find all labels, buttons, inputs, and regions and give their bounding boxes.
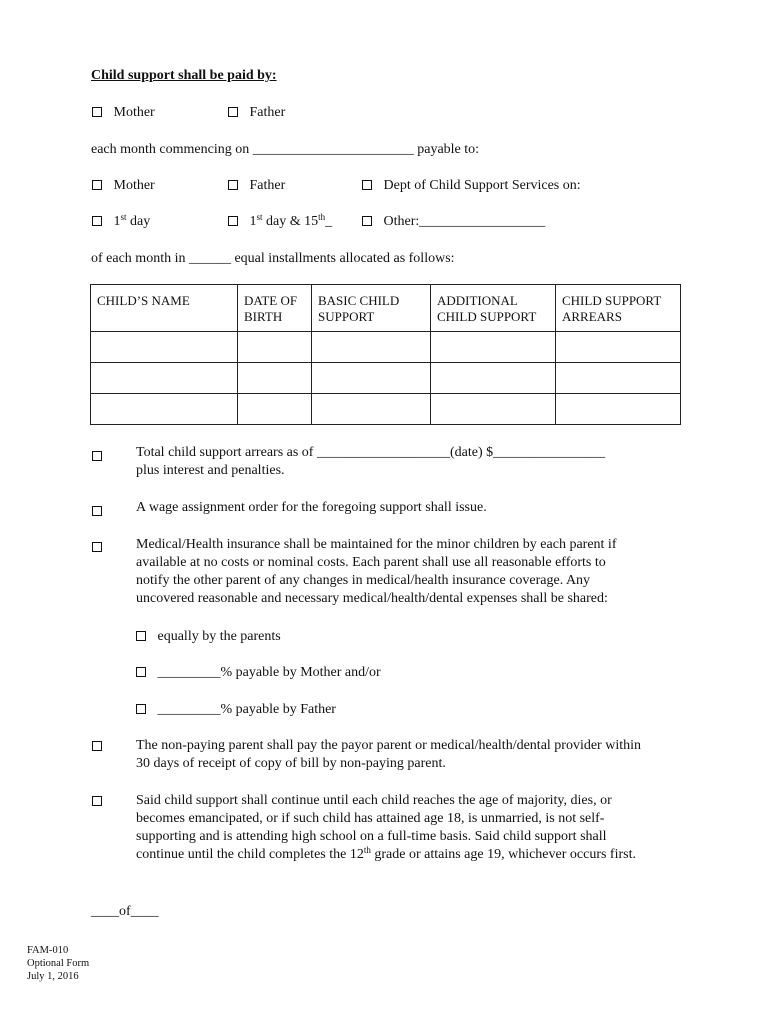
medical-father-field[interactable]: _________% payable by Father (157, 702, 336, 717)
column-header: BASIC CHILD SUPPORT (312, 285, 431, 332)
column-header: CHILD SUPPORT ARREARS (556, 285, 681, 332)
wage-assignment-checkbox[interactable] (92, 506, 102, 516)
payee-mother-option[interactable] (92, 177, 155, 195)
table-cell[interactable] (238, 394, 312, 425)
column-header: DATE OF BIRTH (238, 285, 312, 332)
continuation-checkbox[interactable] (92, 796, 102, 806)
footer-form-number: FAM-010 (27, 945, 69, 956)
table-cell[interactable] (431, 394, 556, 425)
commencing-line (91, 141, 479, 159)
medical-equal-label: equally by the parents (157, 629, 281, 644)
table-cell[interactable] (556, 394, 681, 425)
wage-assignment-text: A wage assignment order for the foregoing support shall issue. (136, 500, 487, 515)
due-first-fifteenth-checkbox[interactable] (228, 216, 238, 226)
commencing-suffix: payable to: (417, 142, 480, 157)
table-cell[interactable] (91, 332, 238, 363)
medical-paragraph (136, 536, 696, 608)
arrears-line-2: plus interest and penalties. (136, 463, 285, 478)
column-header: ADDITIONAL CHILD SUPPORT (431, 285, 556, 332)
table-cell[interactable] (238, 332, 312, 363)
footer-form-date: July 1, 2016 (27, 971, 79, 982)
payee-father-checkbox[interactable] (228, 180, 238, 190)
column-header: CHILD’S NAME (91, 285, 238, 332)
page-number-field[interactable]: ____of____ (91, 904, 159, 919)
child-support-table (90, 284, 681, 425)
due-other-checkbox[interactable] (362, 216, 372, 226)
section-heading: Child support shall be paid by: (91, 68, 277, 83)
continuation-line-2: becomes emancipated, or if such child has attained age 18, is unmarried, is not self- (136, 811, 605, 826)
medical-checkbox[interactable] (92, 542, 102, 552)
medical-line-2: available at no costs or nominal costs. Each parent shall use all reasonable efforts to (136, 555, 606, 570)
medical-mother-checkbox[interactable] (136, 667, 146, 677)
payer-mother-label: Mother (113, 105, 155, 120)
nonpaying-line-2: 30 days of receipt of copy of bill by non-paying parent. (136, 756, 446, 771)
medical-mother-option[interactable] (136, 664, 381, 682)
medical-father-option[interactable] (136, 701, 336, 719)
table-cell[interactable] (91, 394, 238, 425)
payer-mother-checkbox[interactable] (92, 107, 102, 117)
table-cell[interactable] (431, 332, 556, 363)
due-first-day-checkbox[interactable] (92, 216, 102, 226)
table-row (91, 394, 681, 425)
table-row (91, 332, 681, 363)
nonpaying-line-1: The non-paying parent shall pay the payor parent or medical/health/dental provider within (136, 738, 641, 753)
table-header-row (91, 285, 681, 332)
continuation-line-4: continue until the child completes the 12th grade or attains age 19, whichever occurs first. (136, 845, 636, 862)
medical-line-3: notify the other parent of any changes in medical/health insurance coverage. Any (136, 573, 591, 588)
medical-equal-option[interactable] (136, 628, 281, 646)
arrears-checkbox[interactable] (92, 451, 102, 461)
commencing-date-field[interactable]: _______________________ (252, 142, 414, 157)
arrears-line-1[interactable]: Total child support arrears as of ___________________(date) $________________ (136, 445, 606, 460)
payee-mother-checkbox[interactable] (92, 180, 102, 190)
table-cell[interactable] (312, 363, 431, 394)
table-cell[interactable] (91, 363, 238, 394)
arrears-paragraph (136, 444, 696, 480)
medical-line-4: uncovered reasonable and necessary medical/health/dental expenses shall be shared: (136, 591, 608, 606)
medical-mother-field[interactable]: _________% payable by Mother and/or (157, 665, 381, 680)
medical-equal-checkbox[interactable] (136, 631, 146, 641)
table-cell[interactable] (312, 332, 431, 363)
installments-line: of each month in ______ equal installments allocated as follows: (91, 251, 455, 266)
table-cell[interactable] (556, 363, 681, 394)
footer-form-type: Optional Form (27, 958, 90, 969)
payee-father-option[interactable] (228, 177, 285, 195)
table-cell[interactable] (312, 394, 431, 425)
continuation-line-3: supporting and is attending high school on a full-time basis. Said child support shall (136, 829, 607, 844)
due-first-fifteenth-label: 1st day & 15th_ (249, 212, 333, 229)
due-first-fifteenth-option[interactable] (228, 213, 332, 231)
continuation-line-1: Said child support shall continue until each child reaches the age of majority, dies, or (136, 793, 612, 808)
payee-dcss-option[interactable] (362, 177, 581, 195)
table-cell[interactable] (431, 363, 556, 394)
form-footer (27, 944, 89, 983)
payee-dcss-label: Dept of Child Support Services on: (383, 178, 581, 193)
payer-mother-option[interactable] (92, 104, 155, 122)
due-other-field[interactable]: Other:__________________ (383, 214, 546, 229)
payer-father-option[interactable] (228, 104, 285, 122)
medical-father-checkbox[interactable] (136, 704, 146, 714)
payee-father-label: Father (249, 178, 286, 193)
due-other-option[interactable] (362, 213, 545, 231)
payer-father-label: Father (249, 105, 286, 120)
nonpaying-checkbox[interactable] (92, 741, 102, 751)
payee-mother-label: Mother (113, 178, 155, 193)
due-first-day-option[interactable] (92, 213, 150, 231)
continuation-paragraph (136, 792, 696, 864)
table-row (91, 363, 681, 394)
medical-line-1: Medical/Health insurance shall be maintained for the minor children by each parent if (136, 537, 617, 552)
due-first-day-label: 1st day (113, 212, 151, 229)
table-cell[interactable] (556, 332, 681, 363)
payee-dcss-checkbox[interactable] (362, 180, 372, 190)
nonpaying-paragraph (136, 737, 696, 773)
commencing-prefix: each month commencing on (91, 142, 250, 157)
payer-father-checkbox[interactable] (228, 107, 238, 117)
table-cell[interactable] (238, 363, 312, 394)
